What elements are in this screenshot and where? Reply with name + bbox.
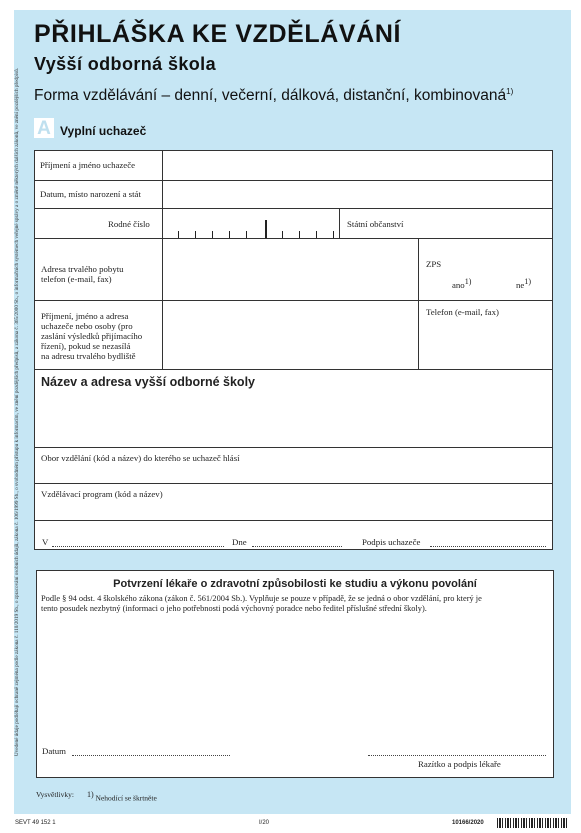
footnote-mark: 1) — [87, 790, 94, 799]
birth-field[interactable] — [163, 181, 552, 208]
study-form-line — [34, 87, 513, 105]
medical-stamp-field[interactable] — [368, 755, 546, 756]
medical-stamp-label: Razítko a podpis lékaře — [418, 759, 501, 769]
signature-field[interactable] — [430, 546, 546, 547]
footnote-text: Nehodící se škrtněte — [95, 793, 157, 803]
study-form-note: 1) — [506, 87, 514, 96]
place-label: V — [42, 537, 49, 547]
study-form-text: Forma vzdělávání – denní, večerní, dálková, distanční, kombinovaná — [34, 87, 507, 105]
program-label: Vzdělávací program (kód a název) — [41, 489, 163, 499]
legal-side-note-text: Uvedené údaje podléhají ochraně zejména podle zákona č. 110/2019 Sb., o zpracování osobních údajů, zákona č. 106/1999 Sb., o svobodném přístupu k informacím, ve znění pozdějších předpisů, a zákona č. 365/2000 Sb., o informačních systémech veřejné správy a o změně některých dalších zákonů, ve znění pozdějších předpisů. — [14, 67, 20, 757]
form-number: 10166/2020 — [452, 820, 484, 826]
form-title: PŘIHLÁŠKA KE VZDĚLÁVÁNÍ — [34, 20, 402, 48]
contact-label — [41, 311, 142, 361]
field-of-study-field[interactable] — [35, 463, 552, 483]
medical-title: Potvrzení lékaře o zdravotní způsobilosti ke studiu a výkonu povolání — [113, 578, 477, 590]
name-field[interactable] — [163, 151, 552, 180]
form-subtitle: Vyšší odborná škola — [34, 54, 216, 74]
contact-label-line5: na adresu trvalého bydliště — [41, 351, 136, 361]
zps-no-option[interactable] — [516, 277, 531, 290]
explanations-label: Vysvětlivky: — [36, 790, 74, 799]
contact-label-line2: uchazeče nebo osoby (pro — [41, 321, 133, 331]
section-a-letter: A — [37, 118, 51, 139]
address-field[interactable] — [163, 239, 418, 300]
date-label: Dne — [232, 537, 247, 547]
medical-text-line1: Podle § 94 odst. 4 školského zákona (zákon č. 561/2004 Sb.). Vyplňuje se pouze v případě, že se jedná o obor vzdělání, pro který je — [41, 594, 482, 603]
date-field[interactable] — [252, 546, 342, 547]
zps-yes-note: 1) — [464, 277, 472, 286]
zps-label: ZPS — [426, 259, 442, 269]
zps-no-note: 1) — [524, 277, 531, 286]
form-code: SEVT 49 152 1 — [15, 820, 56, 826]
barcode — [497, 818, 567, 828]
contact-field[interactable] — [163, 301, 418, 369]
signature-label: Podpis uchazeče — [362, 537, 421, 547]
field-of-study-label: Obor vzdělání (kód a název) do kterého se uchazeč hlásí — [41, 453, 240, 463]
citizenship-field[interactable] — [420, 209, 552, 238]
name-label: Příjmení a jméno uchazeče — [40, 160, 136, 170]
legal-side-note — [14, 10, 34, 814]
zps-yes-label: ano — [452, 279, 465, 290]
medical-date-label: Datum — [42, 746, 66, 756]
medical-date-field[interactable] — [72, 755, 230, 756]
program-field[interactable] — [35, 499, 552, 520]
birth-number-field[interactable] — [163, 209, 339, 238]
section-a-badge — [34, 118, 54, 138]
place-field[interactable] — [52, 546, 224, 547]
contact-label-line3: zaslání výsledků přijímacího — [41, 331, 143, 341]
address-label — [41, 264, 124, 284]
citizenship-label: Státní občanství — [347, 219, 404, 229]
address-label-line1: Adresa trvalého pobytu — [41, 264, 124, 274]
birth-number-label: Rodné číslo — [108, 219, 150, 229]
footnote — [87, 790, 157, 804]
medical-notes-area[interactable] — [40, 620, 548, 740]
section-a-label: Vyplní uchazeč — [60, 124, 147, 138]
birth-label: Datum, místo narození a stát — [40, 189, 141, 199]
medical-text — [41, 594, 553, 614]
contact-label-line4: řízení), pokud se nezasílá — [41, 341, 131, 351]
phone-label: Telefon (e-mail, fax) — [426, 307, 499, 317]
form-edition: I/20 — [259, 820, 270, 826]
zps-no-label: ne — [516, 279, 525, 290]
school-label: Název a adresa vyšší odborné školy — [41, 375, 255, 389]
phone-field[interactable] — [420, 318, 552, 369]
zps-yes-option[interactable] — [452, 277, 471, 290]
medical-text-line2: tento posudek nezbytný (informaci o jeho potřebnosti podá výchovný poradce nebo ředitel příslušné střední školy). — [41, 604, 427, 613]
contact-label-line1: Příjmení, jméno a adresa — [41, 311, 129, 321]
school-field[interactable] — [35, 392, 552, 447]
address-label-line2: telefon (e-mail, fax) — [41, 274, 112, 284]
